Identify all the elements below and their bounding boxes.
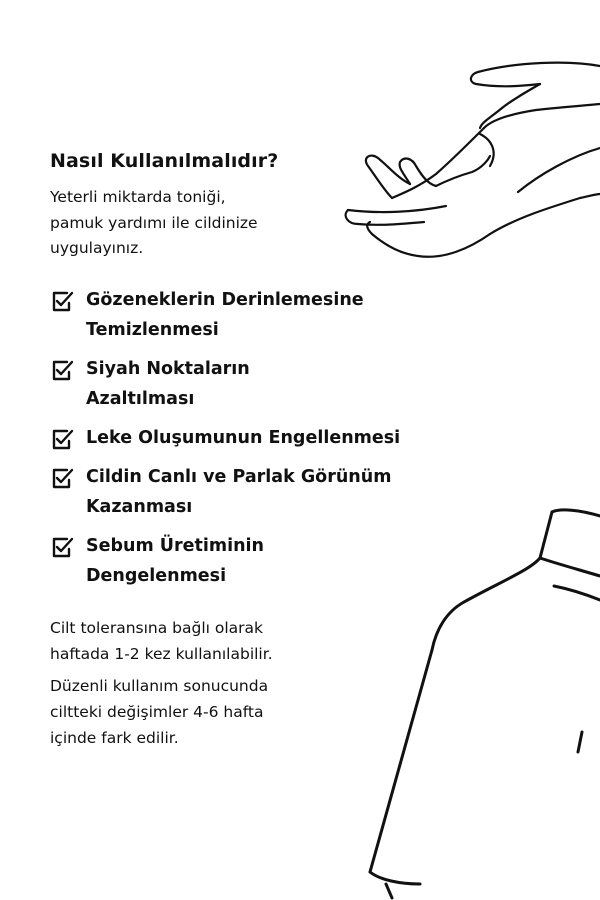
benefit-line: Kazanması <box>86 497 193 517</box>
note-line: Cilt toleransına bağlı olarak <box>50 619 264 637</box>
benefit-line: Cildin Canlı ve Parlak Görünüm <box>86 467 392 487</box>
checkbox-check-icon <box>50 467 74 489</box>
checkbox-check-icon <box>50 290 74 312</box>
usage-intro-line: pamuk yardımı ile cildinize <box>50 213 258 232</box>
hands-illustration <box>340 48 600 278</box>
benefit-line: Siyah Noktaların <box>86 359 250 379</box>
benefit-item <box>50 285 470 345</box>
benefit-item <box>50 531 470 591</box>
note-line: haftada 1-2 kez kullanılabilir. <box>50 645 273 663</box>
benefit-item <box>50 462 470 522</box>
checkbox-check-icon <box>50 536 74 558</box>
usage-intro <box>50 185 330 262</box>
note-line: Düzenli kullanım sonucunda <box>50 677 269 695</box>
benefit-item <box>50 423 470 453</box>
usage-intro-line: uygulayınız. <box>50 239 144 257</box>
usage-intro-line: Yeterli miktarda toniği, <box>50 188 226 206</box>
benefit-line: Azaltılması <box>86 389 195 409</box>
usage-title: Nasıl Kullanılmalıdır? <box>50 150 279 172</box>
frequency-note <box>50 615 340 667</box>
benefit-line: Temizlenmesi <box>86 320 219 340</box>
note-line: içinde fark edilir. <box>50 729 179 747</box>
checkbox-check-icon <box>50 428 74 450</box>
benefits-list <box>50 285 470 600</box>
note-line: ciltteki değişimler 4-6 hafta <box>50 703 264 721</box>
benefit-line: Gözeneklerin Derinlemesine <box>86 290 364 310</box>
benefit-line: Leke Oluşumunun Engellenmesi <box>86 428 401 448</box>
checkbox-check-icon <box>50 359 74 381</box>
benefit-line: Dengelenmesi <box>86 566 227 586</box>
results-note <box>50 673 340 751</box>
benefit-line: Sebum Üretiminin <box>86 536 265 556</box>
benefit-item <box>50 354 470 414</box>
